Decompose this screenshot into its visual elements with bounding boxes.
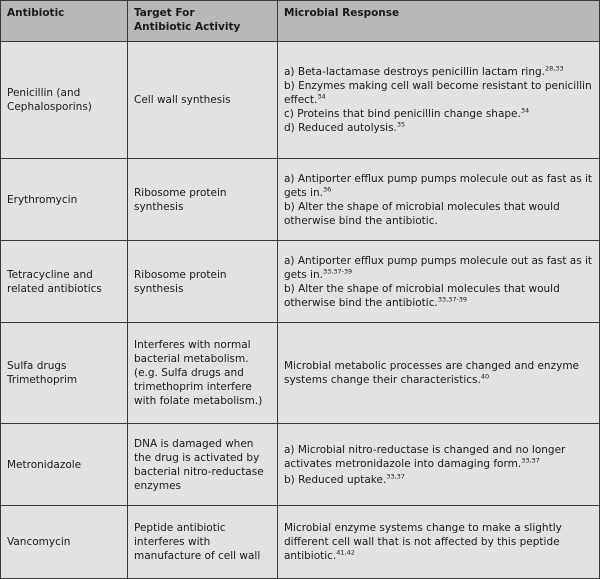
header-target-line2: Antibiotic Activity	[134, 21, 241, 33]
antibiotic-cell: Erythromycin	[1, 159, 128, 241]
table-row	[1, 42, 600, 159]
table-row	[1, 506, 600, 579]
header-row	[1, 1, 600, 42]
reference-superscript: 35	[396, 120, 406, 129]
response-cell	[278, 506, 600, 579]
reference-superscript: 33,37	[386, 472, 405, 480]
reference-superscript: 40	[480, 372, 490, 381]
response-item: Microbial metabolic processes are changed and enzyme systems change their characteristics.$^{40}$	[284, 360, 580, 386]
response-cell	[278, 42, 600, 159]
antibiotic-cell: Tetracycline and related antibiotics	[1, 241, 128, 323]
table-row	[1, 241, 600, 323]
response-item: d) Reduced autolysis.$^{35}$	[284, 120, 406, 134]
reference-superscript: 36	[322, 185, 332, 193]
reference-superscript: 33,37-39	[322, 267, 353, 275]
response-cell	[278, 159, 600, 241]
target-cell: Ribosome protein synthesis	[128, 241, 278, 323]
target-cell: Interferes with normal bacterial metabolism. (e.g. Sulfa drugs and trimethoprim interfere with folate metabolism.)	[128, 323, 278, 424]
target-cell: Ribosome protein synthesis	[128, 159, 278, 241]
antibiotic-cell: Vancomycin	[1, 506, 128, 579]
response-item: c) Proteins that bind penicillin change shape.$^{34}$	[284, 106, 530, 120]
header-antibiotic: Antibiotic	[1, 1, 128, 42]
table-row	[1, 424, 600, 506]
response-cell	[278, 323, 600, 424]
table-row	[1, 323, 600, 424]
header-target	[128, 1, 278, 42]
response-item: a) Antiporter efflux pump pumps molecule out as fast as it gets in.$^{36}$	[284, 172, 593, 199]
header-response: Microbial Response	[278, 1, 600, 42]
reference-superscript: 34	[317, 92, 326, 101]
target-cell: DNA is damaged when the drug is activated by bacterial nitro-reductase enzymes	[128, 424, 278, 506]
response-item: a) Beta-lactamase destroys penicillin lactam ring.$^{28,33}$	[284, 64, 564, 78]
response-item: a) Microbial nitro-reductase is changed and no longer activates metronidazole into damaging form.$^{33,37}$	[284, 443, 566, 470]
response-cell	[278, 241, 600, 323]
table-row	[1, 159, 600, 241]
response-item: Microbial enzyme systems change to make a slightly different cell wall that is not affected by this peptide antibiotic.$^{41,42}$	[284, 522, 562, 562]
response-cell	[278, 424, 600, 506]
response-item: b) Reduced uptake.$^{33,37}$	[284, 472, 405, 486]
antibiotic-cell: Penicillin (and Cephalosporins)	[1, 42, 128, 159]
target-cell: Peptide antibiotic interferes with manufacture of cell wall	[128, 506, 278, 579]
response-item: b) Enzymes making cell wall become resistant to penicillin effect.$^{34}$	[284, 80, 592, 106]
response-item: a) Antiporter efflux pump pumps molecule out as fast as it gets in.$^{33,37-39}$	[284, 254, 593, 281]
header-target-line1: Target For	[134, 7, 195, 19]
response-item: b) Alter the shape of microbial molecules that would otherwise bind the antibiotic.	[284, 200, 560, 227]
antibiotic-cell: Metronidazole	[1, 424, 128, 506]
reference-superscript: 34	[520, 106, 530, 115]
response-item: b) Alter the shape of microbial molecules that would otherwise bind the antibiotic.$^{33,37-39}$	[284, 282, 560, 309]
target-cell: Cell wall synthesis	[128, 42, 278, 159]
reference-superscript: 33,37	[521, 456, 540, 464]
reference-superscript: 41,42	[336, 548, 355, 557]
reference-superscript: 33,37-39	[437, 295, 468, 303]
reference-superscript: 28,33	[545, 64, 564, 73]
antibiotic-cell: Sulfa drugs Trimethoprim	[1, 323, 128, 424]
